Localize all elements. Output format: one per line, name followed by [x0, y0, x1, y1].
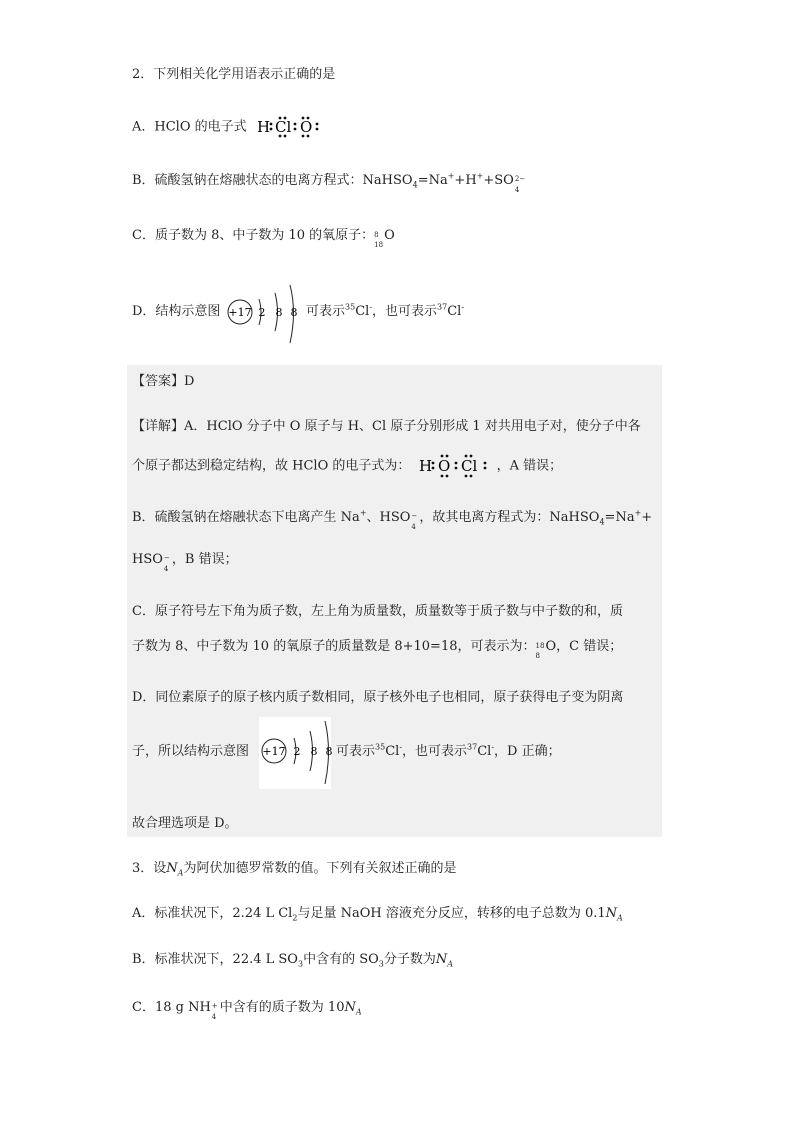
q2-b-h: +H: [454, 173, 477, 188]
chlorine-ion-structure-diagram-answer: [258, 718, 334, 788]
shell-3-count: 8: [290, 306, 298, 319]
detail-d-m1: 35: [375, 742, 386, 752]
q2-d-m1: 35: [345, 302, 356, 312]
q2-d-el1: Cl: [355, 304, 370, 319]
q2-d-el2: Cl: [447, 304, 462, 319]
detail-a-text2: 个原子都达到稳定结构，故 HClO 的电子式为：: [132, 458, 411, 474]
detail-c-text2: ，C 错误；: [556, 639, 623, 654]
q2-d-c2: -: [461, 302, 465, 312]
q3-stem: [132, 860, 456, 878]
hclo-wrong-lewis-structure: [255, 116, 333, 138]
detail-d-text3: ，也可表示: [402, 744, 468, 759]
detail-a-text3: ，A 错误；: [496, 458, 563, 474]
detail-b-text4: =Na: [604, 510, 635, 525]
q2-option-a: [132, 116, 333, 138]
lewis-cl: Cl: [460, 457, 477, 475]
detail-d-c1: -: [399, 742, 403, 752]
q3-stem-pre: 3．设: [132, 861, 167, 876]
detail-label: 【详解】: [132, 419, 185, 434]
detail-c-line1: C．原子符号左下角为质子数，左上角为质量数，质量数等于质子数与中子数的和，质: [132, 604, 623, 619]
q3-a-na: N: [605, 906, 618, 921]
chlorine-ion-structure-diagram: [226, 283, 304, 349]
q2-b-prefix: B．硫酸氢钠在熔融状态的电离方程式：NaHSO: [132, 173, 413, 188]
detail-b-plus2: +: [634, 508, 642, 518]
q3-b-sub1: 3: [297, 959, 304, 969]
q2-d-tail: [306, 303, 464, 321]
q3-stem-post: 为阿伏加德罗常数的值。下列有关叙述正确的是: [183, 861, 457, 876]
q3-na: N: [166, 861, 178, 876]
lewis-h: H: [418, 457, 432, 475]
q3-b-mid: 中含有的 SO: [303, 952, 379, 967]
q3-a-pre: A．标准状况下，2.24 L Cl: [132, 906, 293, 921]
q2-option-b: [132, 171, 526, 194]
detail-b2-text1: HSO: [132, 552, 163, 567]
q2-c-atomic: 18: [374, 240, 384, 249]
q3-b-na-sub: A: [447, 959, 454, 969]
q2-b-plus2: +: [476, 171, 484, 181]
detail-d-text2: 可表示: [336, 744, 376, 759]
detail-b-text5: +: [641, 510, 653, 525]
lewis-cl: Cl: [274, 118, 292, 136]
lewis-h: H: [256, 118, 270, 136]
detail-c-symbol: O: [545, 639, 557, 654]
detail-b-sub4: 4: [411, 522, 416, 531]
detail-d-text4: ，D 正确；: [494, 744, 561, 759]
lewis-o: O: [437, 457, 450, 475]
detail-d-line2-tail: [336, 743, 561, 761]
detail-b-text1: B．硫酸氢钠在熔融状态下电离产生 Na: [132, 510, 360, 525]
detail-b2-sub: 4: [163, 564, 169, 573]
q2-c-prefix: C．质子数为 8、中子数为 10 的氧原子：: [132, 228, 375, 243]
q3-c-na: N: [344, 1000, 356, 1015]
answer-conclusion: 故合理选项是 D。: [132, 816, 238, 831]
shell-2-count: 8: [310, 745, 318, 758]
detail-b-line1: [132, 508, 653, 531]
detail-d-el1: Cl: [385, 744, 400, 759]
detail-d-c2: -: [491, 742, 495, 752]
q2-c-symbol: O: [384, 228, 395, 243]
detail-a-line1: [132, 418, 641, 436]
q2-c-mass: 8: [374, 230, 379, 239]
answer-label: 【答案】D: [132, 374, 195, 389]
q3-c-mid: 中含有的质子数为 10: [219, 1000, 345, 1015]
detail-b-line2: [132, 551, 238, 573]
detail-b2-text2: ，B 错误；: [171, 552, 238, 567]
detail-d-line1: D．同位素原子的原子核内质子数相同，原子核外电子也相同，原子获得电子变为阴离: [132, 690, 624, 705]
shell-2-count: 8: [275, 306, 283, 319]
q2-b-plus1: +: [447, 171, 455, 181]
q3-na-sub: A: [177, 868, 184, 878]
detail-b-text2: 、HSO: [366, 510, 411, 525]
q3-a-na-sub: A: [617, 913, 623, 923]
detail-d-line2: [132, 743, 249, 761]
q3-option-a: [132, 905, 623, 923]
detail-c-line2: [132, 638, 623, 660]
shell-3-count: 8: [325, 745, 333, 758]
q2-d-mid: 可表示: [306, 304, 346, 319]
detail-d-text1: 子，所以结构示意图: [132, 744, 250, 759]
q2-b-subso: 4: [514, 185, 520, 194]
detail-d-m2: 37: [467, 742, 478, 752]
nucleus-label: +17: [262, 745, 286, 758]
q2-d-prefix: D．结构示意图: [132, 304, 221, 319]
q3-b-sub2: 3: [378, 959, 384, 969]
q2-stem: 2．下列相关化学用语表示正确的是: [132, 67, 336, 82]
q2-d-c1: -: [369, 302, 373, 312]
shell-1-count: 2: [293, 745, 301, 758]
detail-a-text1: A．HClO 分子中 O 原子与 H、Cl 原子分别形成 1 对共用电子对，使分子中各: [184, 419, 641, 434]
q3-b-pre: B．标准状况下，22.4 L SO: [132, 952, 298, 967]
q3-c-na-sub: A: [355, 1007, 362, 1017]
q2-d-m2: 37: [437, 302, 448, 312]
detail-a-line2: [132, 454, 562, 478]
q3-a-mid: 与足量 NaOH 溶液充分反应，转移的电子总数为 0.1: [297, 906, 606, 921]
q3-option-c: [132, 999, 362, 1021]
detail-b-text3: ，故其电离方程式为：NaHSO: [419, 510, 600, 525]
q3-option-b: [132, 951, 453, 969]
detail-d-el2: Cl: [477, 744, 492, 759]
detail-b-sub4b: 4: [599, 517, 605, 527]
q3-b-post: 分子数为: [383, 952, 436, 967]
q2-b-sub4: 4: [412, 180, 418, 190]
q3-c-sub: 4: [211, 1012, 217, 1021]
hclo-correct-lewis-structure: [415, 454, 493, 478]
nucleus-label: +17: [228, 306, 252, 319]
shell-1-count: 2: [258, 306, 266, 319]
detail-c-atomic: 8: [535, 651, 540, 660]
lewis-o: O: [299, 118, 313, 136]
detail-c-text1: 子数为 8、中子数为 10 的氧原子的质量数是 8+10=18，可表示为：: [132, 639, 536, 654]
q2-a-prefix: A．HClO 的电子式: [132, 119, 247, 135]
q3-b-na: N: [435, 952, 448, 967]
detail-b2-minus: −: [163, 553, 170, 562]
q2-d-mid2: ，也可表示: [372, 304, 438, 319]
q2-b-charge: 2−: [514, 174, 526, 183]
q3-c-sup: +: [211, 1001, 218, 1010]
q2-option-c: [132, 227, 395, 249]
q3-a-sub: 2: [292, 913, 298, 923]
q3-c-pre: C．18 g NH: [132, 1000, 211, 1015]
detail-c-mass: 18: [535, 641, 545, 650]
q2-b-mid: =Na: [417, 173, 448, 188]
q2-b-so: +SO: [483, 173, 514, 188]
detail-b-plus: +: [359, 508, 367, 518]
detail-b-minus: −: [411, 511, 418, 520]
